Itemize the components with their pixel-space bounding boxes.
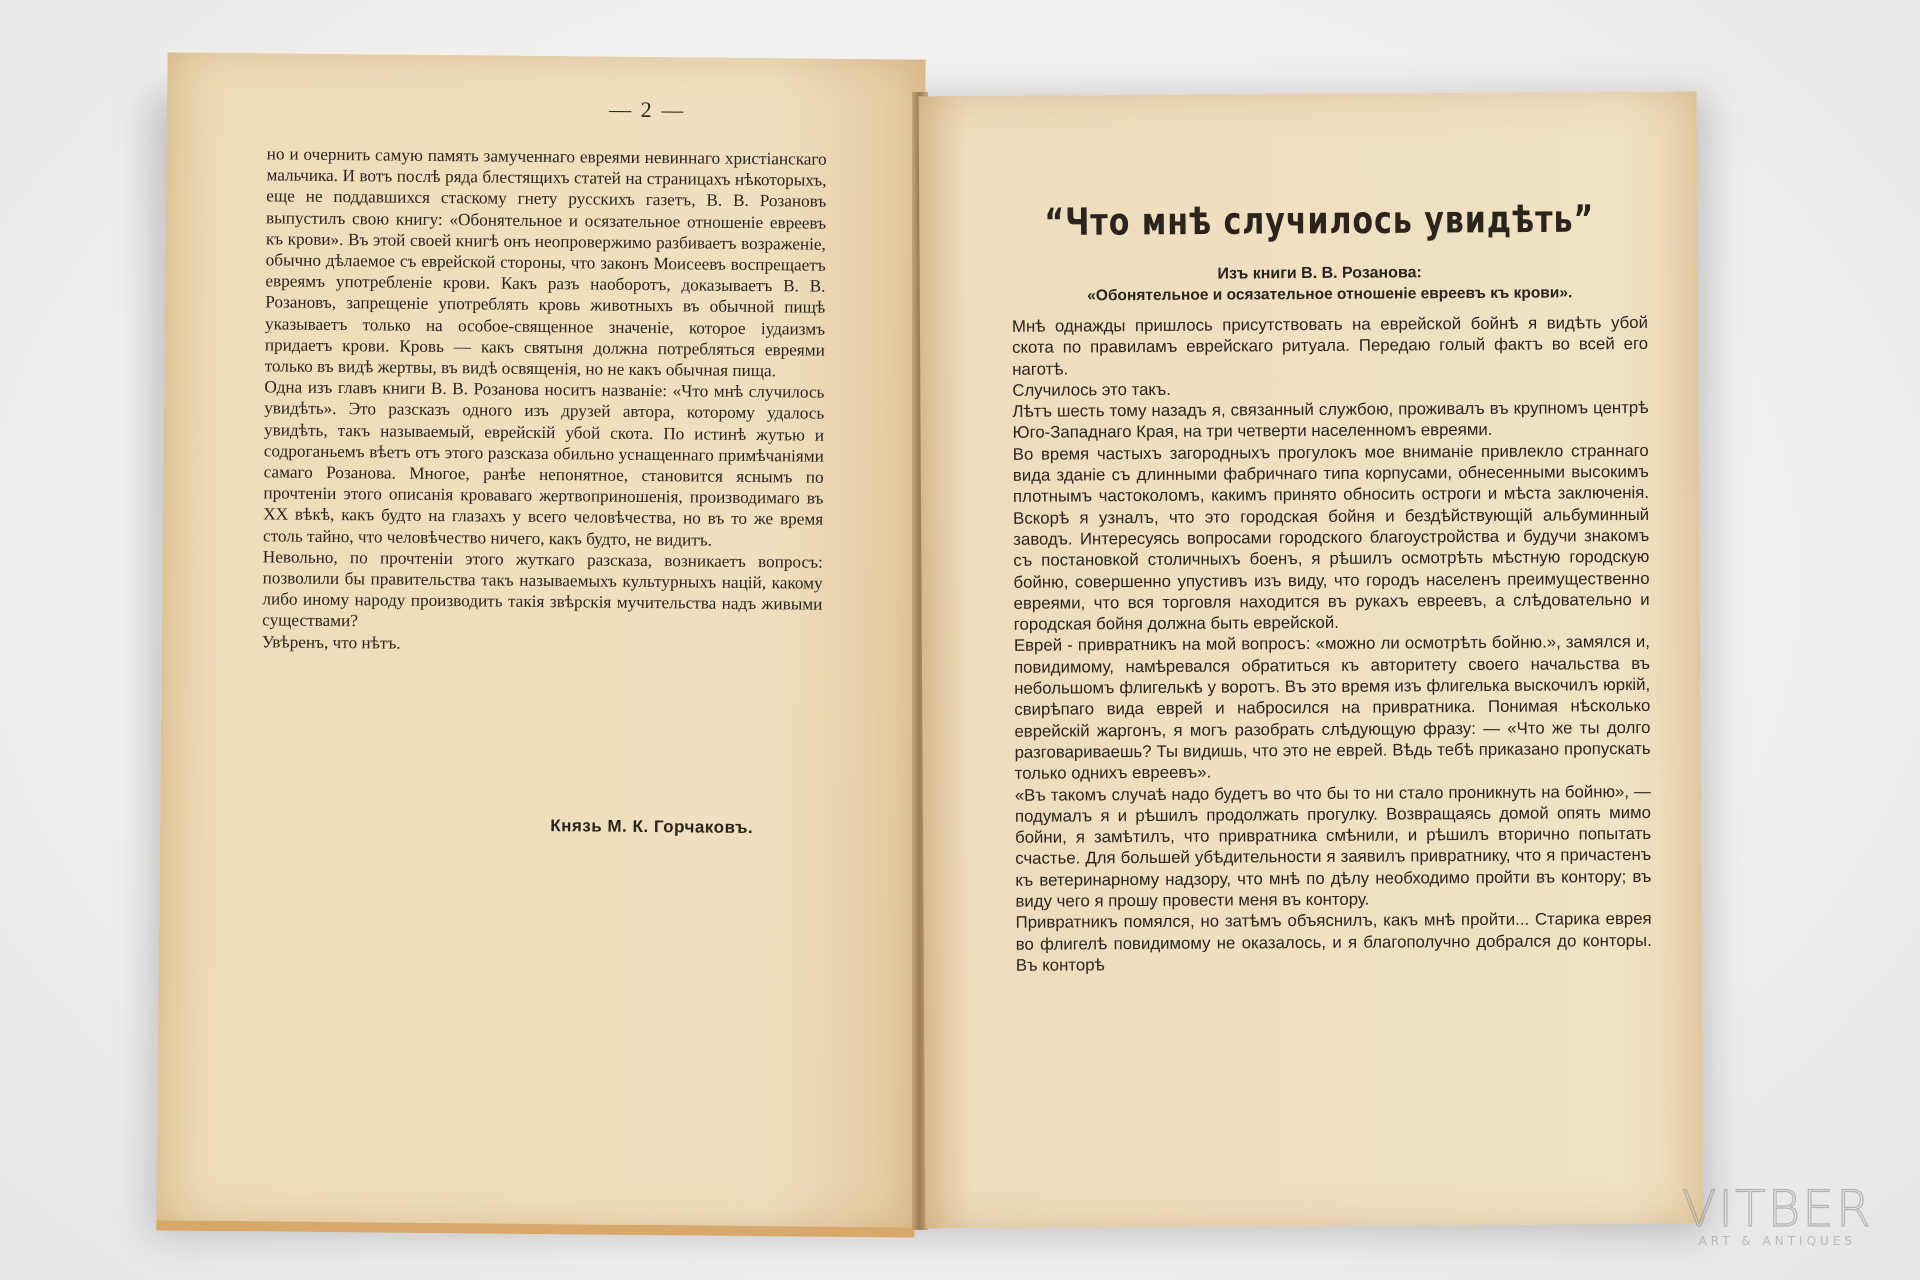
watermark-brand: VITBER bbox=[1682, 1180, 1873, 1238]
page-number: — 2 — bbox=[609, 96, 686, 123]
vitber-watermark bbox=[1682, 1180, 1873, 1248]
source-subtitle: Изъ книги В. В. Розанова: bbox=[1217, 264, 1422, 283]
left-page bbox=[156, 52, 925, 1237]
left-page-body-text: но и очернить самую память замученнаго евреями невиннаго христiанскаго мальчика. И вотъ послѣ ряда блестящихъ статей на страницахъ нѣкоторыхъ, еще не поддавшихся стаскому гнету русскихъ газетъ, В. В. Розановъ выпустилъ свою книгу: «Обонятельное и осязательное отношенiе евреевъ къ крови». Въ этой своей книгѣ онъ неопровержимо разбиваетъ возраженiе, обычно дѣлаемое съ еврейской стороны, что законъ Моисеевъ воспрещаетъ евреямъ употребленiе крови. Какъ разъ наоборотъ, доказываетъ В. В. Розановъ, запрещенiе употреблять кровь животныхъ въ обычной пищѣ указываетъ только на особое-священное значенiе, которое iудаизмъ придаетъ крови. Кровь — какъ святыня должна потребляться евреями только въ видѣ жертвы, въ видѣ освященiя, но не какъ обычная пища. Одна изъ главъ книги В. В. Розанова носитъ названiе: «Что мнѣ случилось увидѣть». Это разсказъ одного изъ друзей автора, которому удалось увидѣть, такъ называемый, еврейскiй убой скота. По истинѣ жутью и содроганьемъ вѣетъ отъ этого разсказа обильно уснащеннаго примѣчанiями самаго Розанова. Многое, ранѣе непонятное, становится яснымъ по прочтенiи этого описанiя кроваваго жертвоприношенiя, производимаго въ XX вѣкѣ, какъ будто на глазахъ у всего человѣчества, но въ то же время столь тайно, что человѣчество ничего, какъ будто, не видитъ. Невольно, по прочтенiи этого жуткаго разсказа, возникаетъ вопросъ: позволили бы правительства такъ называемыхъ культурныхъ нацiй, какому либо иному народу производить такiя звѣрскiя мучительства надъ живыми существами? Увѣренъ, что нѣтъ. bbox=[261, 144, 827, 653]
author-signature: Князь М. К. Горчаковъ. bbox=[550, 816, 754, 838]
right-page-body-text: Мнѣ однажды пришлось присутствовать на еврейской бойнѣ я видѣть убой скота по правиламъ еврейскаго ритуала. Передаю голый фактъ во всей его наготѣ. Случилось это такъ. Лѣтъ шесть тому назадъ я, связанный службою, проживалъ въ крупномъ центрѣ Юго-Западнаго Края, на три четверти населенномъ евреями. Во время частыхъ загородныхъ прогулокъ мое вниманiе привлекло страннаго вида зданiе съ длинными фабричнаго типа корпусами, обнесенными высокимъ плотнымъ частоколомъ, какимъ принято обносить остроги и мѣста заключенiя. Вскорѣ я узналъ, что это городская бойня и бездѣйствующiй альбуминный заводъ. Интересуясь вопросами городского благоустройства и будучи знакомъ съ постановкой столичныхъ боенъ, я рѣшилъ осмотрѣть мѣстную городскую бойню, совершенно упустивъ изъ виду, что городъ населенъ преимущественно евреями, что вся торговля находится въ рукахъ евреевъ, а слѣдовательно и городская бойня должна быть еврейской. Еврей - привратникъ на мой вопросъ: «можно ли осмотрѣть бойню.», замялся и, повидимому, намѣревался обратиться къ авторитету своего начальства въ небольшомъ флигелькѣ у воротъ. Въ это время изъ флигелька выскочилъ юркiй, свирѣпаго вида еврей и набросился на привратника. Понимая нѣсколько еврейскiй жаргонъ, я могъ разобрать слѣдующую фразу: — «Что же ты долго разговариваешь? Ты видишь, что это не еврей. Вѣдь тебѣ приказано пропускать только однихъ евреевъ». «Въ такомъ случаѣ надо будетъ во что бы то ни стало проникнуть на бойню», — подумалъ я и рѣшилъ продолжать прогулку. Возвращаясь домой опять мимо бойни, я замѣтилъ, что привратника смѣнили, и рѣшилъ вторично попытать счастье. Для большей убѣдительности я заявилъ привратнику, что я причастенъ къ ветеринарному надзору, что мнѣ по дѣлу необходимо пройти въ контору; въ виду чего я прошу провести меня въ контору. Привратникъ помялся, но затѣмъ объяснилъ, какъ мнѣ пройти... Старика еврея во флигелѣ повидимому не оказалось, и я благополучно добрался до конторы. Въ конторѣ bbox=[1011, 312, 1652, 975]
watermark-tagline: ART & ANTIQUES bbox=[1698, 1234, 1857, 1248]
book-title-subtitle: «Обонятельное и осязательное отношенiе евреевъ къ крови». bbox=[1087, 284, 1573, 305]
chapter-title: “Что мнѣ случилось увидѣть” bbox=[1044, 197, 1595, 245]
right-page bbox=[919, 92, 1704, 1229]
